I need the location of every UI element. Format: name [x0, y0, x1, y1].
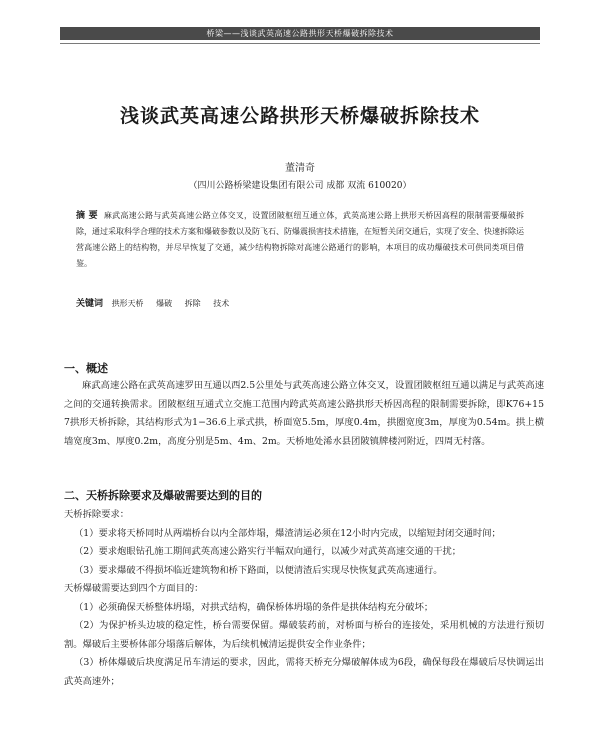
body-line: （3）桥体爆破后块度满足吊车清运的要求，因此，需将天桥充分爆破解体成为6段，确保每段在爆破后尽快调运出武英高速外； — [64, 657, 544, 687]
section-heading-requirements: 二、天桥拆除要求及爆破需要达到的目的 — [64, 489, 262, 502]
body-line: 天桥爆破需要达到四个方面目的： — [64, 583, 204, 594]
body-line: （2）要求炮眼钻孔施工期间武英高速公路实行半幅双向通行，以减少对武英高速交通的干扰； — [74, 546, 462, 557]
overview-paragraph: 麻武高速公路在武英高速罗田互通以西2.5公里处与武英高速公路立体交叉，设置团陂枢纽互通以满足与武英高速之间的交通转换需求。团陂枢纽互通式立交施工范围内跨武英高速公路拱形天桥因高程的限制需要拆除，即K76+157拱形天桥拆除，其结构形式为1−36.6上承式拱，桥面宽5.5m，厚度0.4m，拱圈宽度3m，厚度为0.54m。拱上横墙宽度3m、厚度0.2m，高度分别是5m、4m、2m。天桥地处浠水县团陂镇牌楼河附近，四周无村落。 — [64, 380, 544, 447]
body-line: 天桥拆除要求： — [64, 509, 130, 520]
keyword: 技术 — [213, 299, 230, 308]
author-affiliation: （四川公路桥梁建设集团有限公司 成都 双流 610020） — [188, 181, 412, 191]
author-name: 董清奇 — [285, 163, 315, 174]
keyword: 拆除 — [184, 299, 201, 308]
keyword: 爆破 — [156, 299, 173, 308]
section-heading-overview: 一、概述 — [64, 362, 108, 375]
keywords — [76, 297, 524, 311]
running-header: 桥梁——浅谈武英高速公路拱形天桥爆破拆除技术 — [60, 27, 540, 40]
paper-title: 浅谈武英高速公路拱形天桥爆破拆除技术 — [119, 105, 480, 127]
requirements-body — [64, 506, 544, 691]
keyword: 拱形天桥 — [111, 299, 144, 308]
body-line: （1）要求将天桥同时从两端桥台以内全部炸塌，爆渣清运必须在12小时内完成，以缩短封闭交通时间； — [74, 527, 501, 539]
abstract-label: 摘 要 — [76, 211, 98, 221]
header-divider — [60, 43, 540, 44]
abstract-text: 麻武高速公路与武英高速公路立体交叉，设置团陂枢纽互通立体，武英高速公路上拱形天桥因高程的限制需要爆破拆除，通过采取科学合理的技术方案和爆破参数以及防飞石、防爆震损害技术措施，在短暂关闭交通后，实现了安全、快速拆除运营高速公路上的结构物，并尽早恢复了交通，减少结构物拆除对高速公路通行的影响，本项目的成功爆破技术可供同类项目借鉴。 — [76, 211, 525, 268]
abstract — [76, 208, 524, 272]
body-line: （1）必须确保天桥整体坍塌，对拱式结构，确保桥体坍塌的条件是拱体结构充分破坏； — [74, 601, 434, 613]
keywords-label: 关键词 — [76, 299, 104, 309]
body-line: （2）为保护桥头边坡的稳定性，桥台需要保留。爆破装药前，对桥面与桥台的连接处，采用机械的方法进行预切割。爆破后主要桥体部分塌落后解体，为后续机械清运提供安全作业条件； — [64, 620, 544, 650]
body-line: （3）要求爆破不得损坏临近建筑物和桥下路面，以便清渣后实现尽快恢复武英高速通行。 — [74, 564, 443, 576]
